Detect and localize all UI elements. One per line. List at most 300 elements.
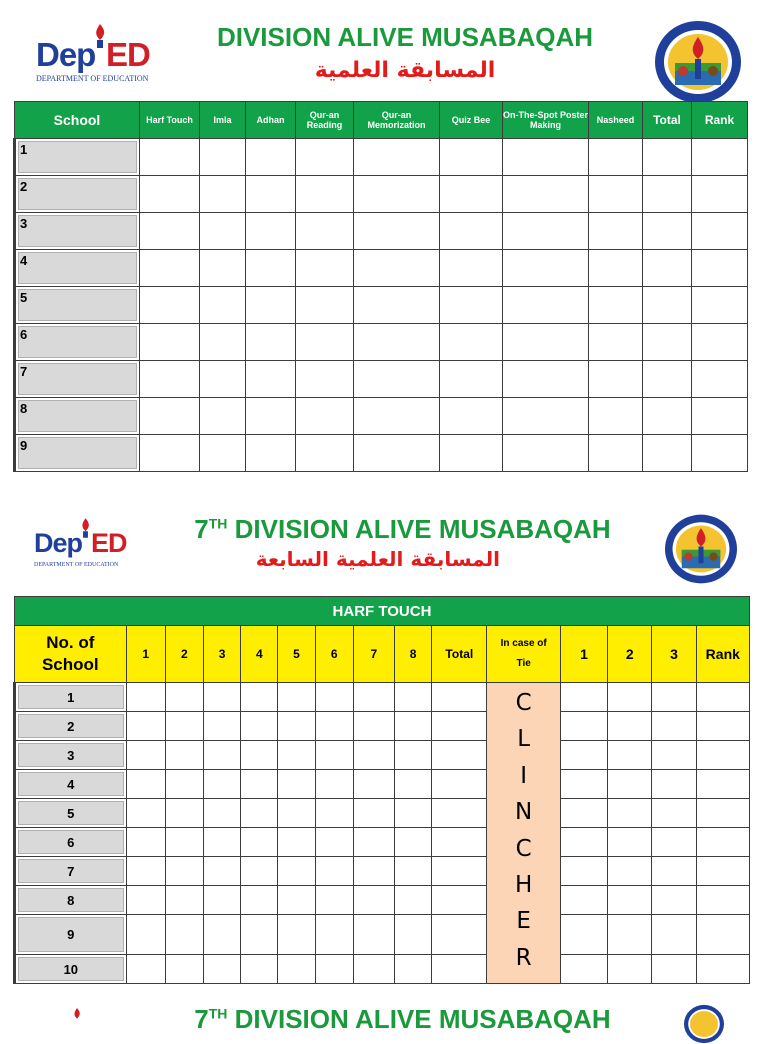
clincher-column: [487, 683, 560, 984]
score-cell[interactable]: [165, 799, 203, 828]
school-row: [15, 955, 750, 984]
score-cell[interactable]: [200, 250, 246, 287]
tie-score-cell[interactable]: [560, 683, 607, 712]
score-cell[interactable]: [432, 741, 487, 770]
score-cell[interactable]: [354, 398, 440, 435]
clincher-letter: E: [516, 908, 531, 935]
school-row: [15, 139, 748, 176]
score-cell[interactable]: [503, 435, 589, 472]
col-header-total: Total: [432, 626, 487, 683]
score-cell[interactable]: [353, 857, 394, 886]
score-cell[interactable]: [643, 287, 692, 324]
score-cell[interactable]: [126, 886, 165, 915]
score-cell[interactable]: [354, 287, 440, 324]
score-cell[interactable]: [353, 712, 394, 741]
score-cell[interactable]: [296, 139, 354, 176]
tie-score-cell[interactable]: [560, 712, 607, 741]
score-cell[interactable]: [440, 139, 503, 176]
score-cell[interactable]: [126, 828, 165, 857]
score-cell[interactable]: [643, 139, 692, 176]
school-row: [15, 213, 748, 250]
score-cell[interactable]: [589, 361, 643, 398]
score-cell[interactable]: [354, 176, 440, 213]
col-header-tie-judge-2: 2: [608, 626, 652, 683]
score-cell[interactable]: [204, 741, 241, 770]
score-cell[interactable]: [241, 955, 278, 984]
score-cell[interactable]: [296, 250, 354, 287]
tie-score-cell[interactable]: [560, 857, 607, 886]
col-header-quran-memorization: Qur-an Memorization: [354, 102, 440, 139]
school-number-cell: 8: [15, 398, 140, 435]
score-cell[interactable]: [503, 287, 589, 324]
score-cell[interactable]: [643, 435, 692, 472]
score-cell[interactable]: [315, 828, 353, 857]
score-cell[interactable]: [241, 886, 278, 915]
tie-score-cell[interactable]: [652, 886, 696, 915]
score-cell[interactable]: [440, 176, 503, 213]
score-cell[interactable]: [200, 176, 246, 213]
col-header-rank: Rank: [692, 102, 748, 139]
score-cell[interactable]: [165, 915, 203, 955]
score-cell[interactable]: [394, 828, 431, 857]
school-number-cell: 7: [15, 361, 140, 398]
tie-score-cell[interactable]: [608, 683, 652, 712]
score-cell[interactable]: [503, 213, 589, 250]
col-header-nasheed: Nasheed: [589, 102, 643, 139]
score-cell[interactable]: [503, 324, 589, 361]
score-cell[interactable]: [440, 213, 503, 250]
score-cell[interactable]: [353, 770, 394, 799]
tie-score-cell[interactable]: [560, 955, 607, 984]
tie-score-cell[interactable]: [652, 770, 696, 799]
col-header-rank: Rank: [696, 626, 749, 683]
score-cell[interactable]: [440, 250, 503, 287]
tie-score-cell[interactable]: [608, 741, 652, 770]
tie-score-cell[interactable]: [696, 799, 749, 828]
score-cell[interactable]: [432, 799, 487, 828]
col-header-tie-judge-3: 3: [652, 626, 696, 683]
deped-logo: [34, 518, 134, 572]
score-cell[interactable]: [246, 176, 296, 213]
score-cell[interactable]: [394, 886, 431, 915]
score-cell[interactable]: [278, 955, 315, 984]
score-cell[interactable]: [589, 139, 643, 176]
col-header-tie-line2: Tie: [516, 658, 531, 669]
score-cell[interactable]: [204, 857, 241, 886]
score-cell[interactable]: [241, 857, 278, 886]
score-cell[interactable]: [432, 828, 487, 857]
score-cell[interactable]: [354, 435, 440, 472]
score-cell[interactable]: [589, 250, 643, 287]
score-cell[interactable]: [353, 741, 394, 770]
score-cell[interactable]: [140, 398, 200, 435]
score-cell[interactable]: [296, 435, 354, 472]
tie-score-cell[interactable]: [608, 955, 652, 984]
tie-score-cell[interactable]: [696, 683, 749, 712]
score-cell[interactable]: [353, 799, 394, 828]
school-number-cell: 9: [15, 435, 140, 472]
tie-score-cell[interactable]: [608, 712, 652, 741]
col-header-tie: [487, 626, 560, 683]
tie-score-cell[interactable]: [652, 828, 696, 857]
tie-score-cell[interactable]: [696, 741, 749, 770]
tie-score-cell[interactable]: [560, 741, 607, 770]
score-cell[interactable]: [589, 435, 643, 472]
score-cell[interactable]: [278, 857, 315, 886]
score-cell[interactable]: [278, 915, 315, 955]
clincher-letter: C: [515, 835, 532, 862]
school-number-cell: 1: [15, 683, 127, 712]
tie-score-cell[interactable]: [652, 799, 696, 828]
score-cell[interactable]: [296, 398, 354, 435]
score-cell[interactable]: [354, 213, 440, 250]
col-header-quiz-bee: Quiz Bee: [440, 102, 503, 139]
tie-score-cell[interactable]: [608, 799, 652, 828]
title-text: DIVISION ALIVE MUSABAQAH: [227, 514, 611, 544]
score-cell[interactable]: [241, 915, 278, 955]
score-cell[interactable]: [204, 712, 241, 741]
score-cell[interactable]: [278, 683, 315, 712]
score-cell[interactable]: [643, 250, 692, 287]
score-cell[interactable]: [432, 770, 487, 799]
score-cell[interactable]: [204, 828, 241, 857]
score-cell[interactable]: [432, 712, 487, 741]
clincher-letter: N: [515, 799, 533, 826]
score-cell[interactable]: [315, 770, 353, 799]
score-cell[interactable]: [200, 139, 246, 176]
score-cell[interactable]: [296, 287, 354, 324]
score-cell[interactable]: [589, 287, 643, 324]
score-cell[interactable]: [394, 712, 431, 741]
score-cell[interactable]: [589, 324, 643, 361]
score-cell[interactable]: [394, 915, 431, 955]
school-number-cell: 6: [15, 324, 140, 361]
score-cell[interactable]: [353, 683, 394, 712]
score-cell[interactable]: [296, 361, 354, 398]
score-cell[interactable]: [296, 324, 354, 361]
deped-logo-ed: ED: [91, 528, 127, 558]
school-number-cell: 4: [15, 770, 127, 799]
score-cell[interactable]: [241, 712, 278, 741]
torch-icon: [92, 24, 108, 48]
tie-score-cell[interactable]: [696, 915, 749, 955]
score-cell[interactable]: [246, 324, 296, 361]
title-superscript: TH: [208, 1005, 228, 1022]
tie-score-cell[interactable]: [652, 915, 696, 955]
score-cell[interactable]: [394, 955, 431, 984]
score-cell[interactable]: [126, 799, 165, 828]
score-cell[interactable]: [692, 324, 748, 361]
score-cell[interactable]: [165, 712, 203, 741]
col-header-judge-4: 4: [241, 626, 278, 683]
score-cell[interactable]: [503, 398, 589, 435]
tie-score-cell[interactable]: [608, 915, 652, 955]
tie-score-cell[interactable]: [608, 886, 652, 915]
torch-icon: [79, 518, 92, 538]
score-cell[interactable]: [432, 955, 487, 984]
harf-touch-scoresheet: [13, 596, 750, 984]
score-cell[interactable]: [200, 287, 246, 324]
arabic-title: المسابقة العلمية: [314, 58, 496, 83]
school-number-cell: 7: [15, 857, 127, 886]
score-cell[interactable]: [353, 828, 394, 857]
school-row: [15, 176, 748, 213]
score-cell[interactable]: [440, 287, 503, 324]
score-cell[interactable]: [140, 435, 200, 472]
tie-score-cell[interactable]: [560, 828, 607, 857]
score-cell[interactable]: [200, 324, 246, 361]
score-cell[interactable]: [241, 770, 278, 799]
deped-logo-subtitle: DEPARTMENT OF EDUCATION: [36, 74, 149, 83]
score-cell[interactable]: [246, 139, 296, 176]
score-cell[interactable]: [315, 955, 353, 984]
score-cell[interactable]: [126, 915, 165, 955]
clincher-letter: R: [515, 944, 532, 971]
score-cell[interactable]: [440, 361, 503, 398]
school-row: [15, 799, 750, 828]
score-cell[interactable]: [354, 324, 440, 361]
clincher-letter: L: [517, 726, 531, 753]
score-cell[interactable]: [140, 139, 200, 176]
score-cell[interactable]: [140, 361, 200, 398]
score-cell[interactable]: [246, 398, 296, 435]
score-cell[interactable]: [126, 741, 165, 770]
score-cell[interactable]: [643, 324, 692, 361]
school-number-cell: 5: [15, 799, 127, 828]
score-cell[interactable]: [315, 741, 353, 770]
score-cell[interactable]: [432, 886, 487, 915]
score-cell[interactable]: [296, 176, 354, 213]
clincher-letter: H: [515, 872, 533, 899]
col-header-judge-7: 7: [353, 626, 394, 683]
tie-score-cell[interactable]: [608, 828, 652, 857]
score-cell[interactable]: [589, 176, 643, 213]
score-cell[interactable]: [432, 683, 487, 712]
score-cell[interactable]: [165, 886, 203, 915]
score-cell[interactable]: [440, 324, 503, 361]
score-cell[interactable]: [278, 712, 315, 741]
score-cell[interactable]: [278, 741, 315, 770]
score-cell[interactable]: [353, 955, 394, 984]
tie-score-cell[interactable]: [696, 712, 749, 741]
score-cell[interactable]: [204, 886, 241, 915]
score-cell[interactable]: [200, 435, 246, 472]
score-cell[interactable]: [140, 176, 200, 213]
score-cell[interactable]: [589, 398, 643, 435]
school-row: [15, 886, 750, 915]
tie-score-cell[interactable]: [560, 886, 607, 915]
score-cell[interactable]: [241, 828, 278, 857]
score-cell[interactable]: [354, 139, 440, 176]
tie-score-cell[interactable]: [696, 886, 749, 915]
division-seal-icon: [653, 19, 743, 105]
score-cell[interactable]: [246, 435, 296, 472]
score-cell[interactable]: [140, 324, 200, 361]
score-cell[interactable]: [394, 683, 431, 712]
tie-score-cell[interactable]: [608, 857, 652, 886]
score-cell[interactable]: [643, 398, 692, 435]
score-cell[interactable]: [503, 176, 589, 213]
score-cell[interactable]: [315, 683, 353, 712]
score-cell[interactable]: [126, 857, 165, 886]
score-cell[interactable]: [503, 139, 589, 176]
deped-logo-subtitle: DEPARTMENT OF EDUCATION: [34, 562, 119, 568]
header-row: [15, 102, 748, 139]
arabic-title: المسابقة العلمية السابعة: [255, 547, 500, 571]
score-cell[interactable]: [692, 213, 748, 250]
tie-score-cell[interactable]: [696, 828, 749, 857]
score-cell[interactable]: [503, 361, 589, 398]
score-cell[interactable]: [315, 857, 353, 886]
score-cell[interactable]: [241, 799, 278, 828]
score-cell[interactable]: [692, 287, 748, 324]
score-cell[interactable]: [246, 287, 296, 324]
score-cell[interactable]: [140, 250, 200, 287]
title-number: 7: [194, 514, 209, 544]
tie-score-cell[interactable]: [696, 770, 749, 799]
score-cell[interactable]: [165, 955, 203, 984]
tie-score-cell[interactable]: [560, 915, 607, 955]
score-cell[interactable]: [432, 857, 487, 886]
school-row: [15, 361, 748, 398]
score-cell[interactable]: [204, 683, 241, 712]
score-cell[interactable]: [165, 857, 203, 886]
score-cell[interactable]: [315, 799, 353, 828]
score-cell[interactable]: [692, 398, 748, 435]
score-cell[interactable]: [643, 213, 692, 250]
tie-score-cell[interactable]: [696, 857, 749, 886]
deped-logo-dep: Dep: [34, 528, 83, 558]
tie-score-cell[interactable]: [560, 799, 607, 828]
col-header-quran-reading: Qur-an Reading: [296, 102, 354, 139]
score-cell[interactable]: [394, 770, 431, 799]
tie-score-cell[interactable]: [608, 770, 652, 799]
score-cell[interactable]: [246, 250, 296, 287]
score-cell[interactable]: [165, 741, 203, 770]
tie-score-cell[interactable]: [652, 955, 696, 984]
score-cell[interactable]: [204, 770, 241, 799]
score-cell[interactable]: [165, 683, 203, 712]
tie-score-cell[interactable]: [652, 683, 696, 712]
score-cell[interactable]: [692, 139, 748, 176]
score-cell[interactable]: [200, 213, 246, 250]
school-row: [15, 712, 750, 741]
score-cell[interactable]: [165, 770, 203, 799]
score-cell[interactable]: [643, 361, 692, 398]
clincher-letter: C: [515, 690, 532, 716]
school-row: [15, 250, 748, 287]
score-cell[interactable]: [315, 712, 353, 741]
tie-score-cell[interactable]: [652, 712, 696, 741]
col-header-school: [15, 626, 127, 683]
score-cell[interactable]: [126, 955, 165, 984]
score-cell[interactable]: [200, 398, 246, 435]
col-header-poster-making: On-The-Spot Poster Making: [503, 102, 589, 139]
score-cell[interactable]: [140, 213, 200, 250]
school-row: [15, 683, 750, 712]
score-cell[interactable]: [200, 361, 246, 398]
score-cell[interactable]: [126, 683, 165, 712]
school-row: [15, 741, 750, 770]
score-cell[interactable]: [315, 886, 353, 915]
col-header-tie-judge-1: 1: [560, 626, 607, 683]
harf-touch-band: HARF TOUCH: [15, 597, 750, 626]
col-header-school-line1: No. of: [46, 633, 95, 652]
score-cell[interactable]: [165, 828, 203, 857]
score-cell[interactable]: [140, 287, 200, 324]
overall-scoresheet: [13, 101, 748, 472]
score-cell[interactable]: [353, 915, 394, 955]
score-cell[interactable]: [315, 915, 353, 955]
header-row: [15, 626, 750, 683]
score-cell[interactable]: [278, 828, 315, 857]
score-cell[interactable]: [278, 799, 315, 828]
score-cell[interactable]: [394, 857, 431, 886]
school-number-cell: 3: [15, 741, 127, 770]
score-cell[interactable]: [394, 741, 431, 770]
score-cell[interactable]: [589, 213, 643, 250]
score-cell[interactable]: [394, 799, 431, 828]
score-cell[interactable]: [204, 915, 241, 955]
deped-logo: [36, 24, 166, 88]
score-cell[interactable]: [241, 683, 278, 712]
score-cell[interactable]: [692, 176, 748, 213]
score-cell[interactable]: [354, 250, 440, 287]
score-cell[interactable]: [440, 435, 503, 472]
score-cell[interactable]: [241, 741, 278, 770]
score-cell[interactable]: [204, 955, 241, 984]
school-row: [15, 287, 748, 324]
score-cell[interactable]: [354, 361, 440, 398]
score-cell[interactable]: [246, 361, 296, 398]
col-header-adhan: Adhan: [246, 102, 296, 139]
score-cell[interactable]: [643, 176, 692, 213]
score-cell[interactable]: [692, 361, 748, 398]
score-cell[interactable]: [278, 770, 315, 799]
col-header-tie-line1: In case of: [500, 638, 547, 649]
score-cell[interactable]: [692, 435, 748, 472]
score-cell[interactable]: [692, 250, 748, 287]
score-cell[interactable]: [278, 886, 315, 915]
col-header-judge-3: 3: [204, 626, 241, 683]
school-row: [15, 857, 750, 886]
score-cell[interactable]: [126, 712, 165, 741]
score-cell[interactable]: [204, 799, 241, 828]
school-number-cell: 4: [15, 250, 140, 287]
tie-score-cell[interactable]: [696, 955, 749, 984]
clincher-letter: I: [520, 762, 528, 789]
col-header-total: Total: [643, 102, 692, 139]
score-cell[interactable]: [246, 213, 296, 250]
tie-score-cell[interactable]: [652, 741, 696, 770]
section-title: [190, 514, 615, 545]
school-number-cell: 8: [15, 886, 127, 915]
col-header-school-line2: School: [41, 655, 99, 674]
score-cell[interactable]: [353, 886, 394, 915]
score-cell[interactable]: [296, 213, 354, 250]
section3-title: [190, 1004, 615, 1035]
score-cell[interactable]: [440, 398, 503, 435]
school-row: [15, 398, 748, 435]
score-cell[interactable]: [432, 915, 487, 955]
tie-score-cell[interactable]: [652, 857, 696, 886]
school-row: [15, 435, 748, 472]
tie-score-cell[interactable]: [560, 770, 607, 799]
score-cell[interactable]: [503, 250, 589, 287]
score-cell[interactable]: [126, 770, 165, 799]
school-number-cell: 9: [15, 915, 127, 955]
school-number-cell: 3: [15, 213, 140, 250]
